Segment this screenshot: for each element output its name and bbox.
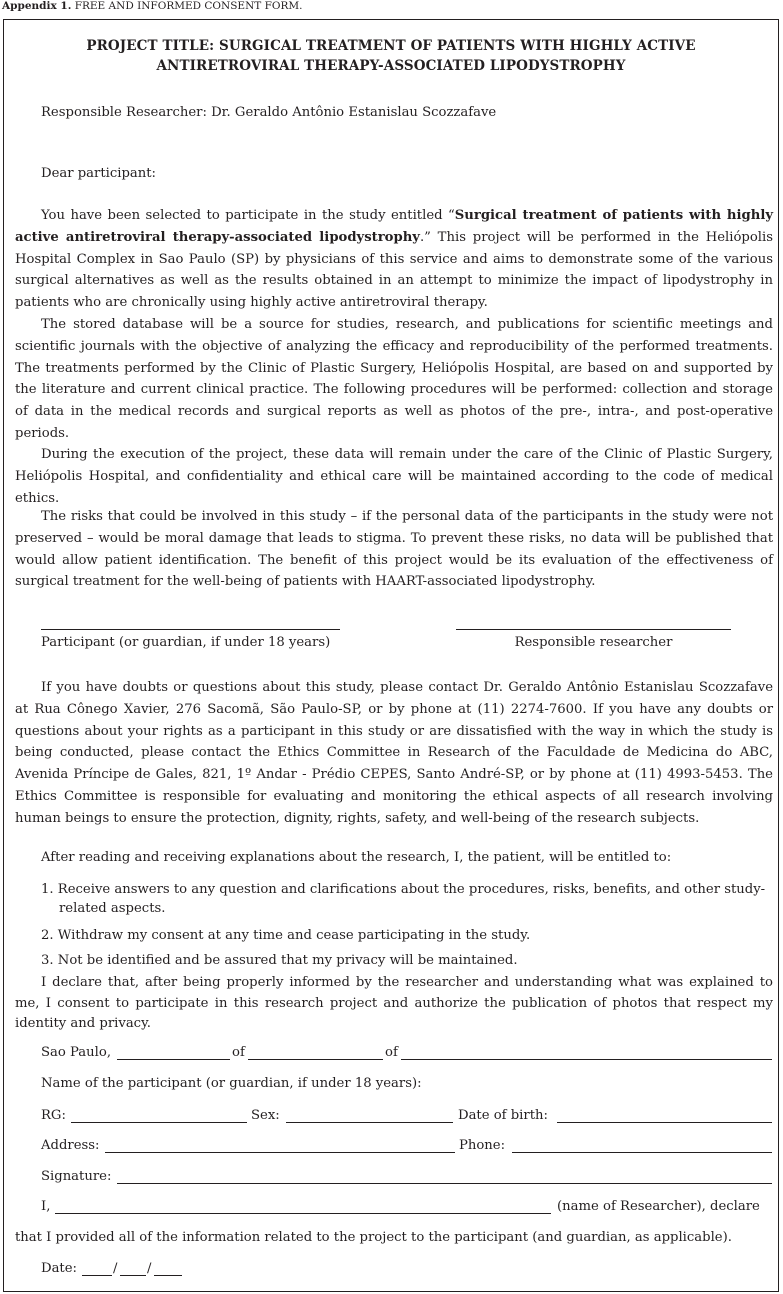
appendix-caption	[2, 0, 303, 12]
paragraph-contact: If you have doubts or questions about this study, please contact Dr. Geraldo Antônio Estanislau Scozzafave at Rua Cônego Xavier, 276 Sacomã, São Paulo-SP, or by phone at (11) 2274-7600. If you have any doubts or questions about your rights as a participant in this study or are dissatisfied with the way in which the study is being conducted, please contact the Ethics Committee in Research of the Faculdade de Medicina do ABC, Avenida Príncipe de Gales, 821, 1º Andar - Prédio CEPES, Santo André-SP, or by phone at (11) 4993-5453. The Ethics Committee is responsible for evaluating and monitoring the ethical aspects of all research involving human beings to ensure the protection, dignity, rights, safety, and well-being of the research subjects.	[15, 680, 773, 826]
project-title	[40, 36, 742, 76]
p1-post: .” This project will be performed in the Heliópolis Hospital Complex in Sao Paulo (SP) by physicians of this service and aims to demonstrate some of the various surgical alternatives as well as the results obtained in an attempt to minimize the impact of lipodystrophy in patients who are chronically using highly active antiretroviral therapy.	[15, 229, 773, 311]
of-label-1: of	[232, 1045, 245, 1060]
date-month-field[interactable]	[120, 1275, 146, 1276]
greeting: Dear participant:	[41, 166, 157, 181]
paragraph-database: The stored database will be a source for studies, research, and publications for scientific meetings and scientific journals with the objective of analyzing the efficacy and reproducibility of the performed treatments. The treatments performed by the Clinic of Plastic Surgery, Heliópolis Hospital, are based on and supported by the literature and current clinical practice. The following procedures will be performed: collection and storage of data in the medical records and surgical reports as well as photos of the pre-, intra-, and post-operative periods.	[15, 317, 773, 441]
year-field[interactable]	[401, 1059, 772, 1060]
participant-signature-label: Participant (or guardian, if under 18 years)	[41, 635, 331, 650]
i-label: I,	[41, 1199, 51, 1214]
date-year-field[interactable]	[154, 1275, 182, 1276]
city-label: Sao Paulo,	[41, 1045, 112, 1060]
researcher-declare-label: (name of Researcher), declare	[557, 1199, 760, 1214]
list-item-text: Receive answers to any question and clarifications about the procedures, risks, benefits, and other study-related aspects.	[57, 882, 766, 916]
day-field[interactable]	[117, 1059, 230, 1060]
list-item-number: 2.	[41, 928, 54, 943]
dob-field[interactable]	[557, 1122, 772, 1123]
date-day-field[interactable]	[82, 1275, 112, 1276]
month-field[interactable]	[248, 1059, 383, 1060]
researcher-name-field[interactable]	[55, 1213, 551, 1214]
phone-field[interactable]	[512, 1152, 772, 1153]
rg-field[interactable]	[71, 1122, 247, 1123]
sex-field[interactable]	[286, 1122, 453, 1123]
date-separator-1: /	[113, 1261, 118, 1276]
list-item	[41, 926, 773, 945]
p1-pre: You have been selected to participate in the study entitled “	[41, 208, 455, 223]
researcher-signature-line	[456, 629, 731, 630]
paragraph-study-intro	[15, 205, 773, 314]
researcher-signature-label: Responsible researcher	[514, 635, 673, 650]
sex-label: Sex:	[251, 1108, 280, 1123]
caption-text: FREE AND INFORMED CONSENT FORM.	[74, 0, 303, 12]
project-title-line1: PROJECT TITLE: SURGICAL TREATMENT OF PATIENTS WITH HIGHLY ACTIVE	[86, 38, 696, 54]
list-item-text: Not be identified and be assured that my privacy will be maintained.	[57, 953, 518, 968]
signature-field[interactable]	[117, 1183, 772, 1184]
project-title-line2: ANTIRETROVIRAL THERAPY-ASSOCIATED LIPODYSTROPHY	[156, 58, 626, 74]
caption-label: Appendix 1.	[2, 0, 72, 12]
date-label: Date:	[41, 1261, 77, 1276]
paragraph-confidentiality: During the execution of the project, these data will remain under the care of the Clinic of Plastic Surgery, Heliópolis Hospital, and confidentiality and ethical care will be maintained according to the code of medical ethics.	[15, 447, 773, 506]
list-item	[41, 880, 773, 918]
dob-label: Date of birth:	[458, 1108, 548, 1123]
paragraph-entitlement: After reading and receiving explanations about the research, I, the patient, will be entitled to:	[41, 850, 672, 865]
study-title-bold: Surgical treatment of patients with highly active antiretroviral therapy-associated lipodystrophy	[15, 208, 773, 245]
date-separator-2: /	[147, 1261, 152, 1276]
list-item	[41, 951, 773, 970]
participant-name-label: Name of the participant (or guardian, if under 18 years):	[41, 1076, 422, 1091]
participant-signature-line	[41, 629, 340, 630]
of-label-2: of	[385, 1045, 398, 1060]
address-field[interactable]	[105, 1152, 455, 1153]
paragraph-risks: The risks that could be involved in this study – if the personal data of the participants in the study were not preserved – would be moral damage that leads to stigma. To prevent these risks, no data will be published that would allow patient identification. The benefit of this project would be its evaluation of the effectiveness of surgical treatment for the well-being of patients with HAART-associated lipodystrophy.	[15, 509, 773, 590]
paragraph-declaration: I declare that, after being properly informed by the researcher and understanding what was explained to me, I consent to participate in this research project and authorize the publication of photos that respect my identity and privacy.	[15, 975, 773, 1031]
list-item-number: 1.	[41, 882, 54, 897]
list-item-text: Withdraw my consent at any time and cease participating in the study.	[57, 928, 531, 943]
list-item-number: 3.	[41, 953, 54, 968]
responsible-researcher: Responsible Researcher: Dr. Geraldo Antônio Estanislau Scozzafave	[41, 105, 497, 120]
address-label: Address:	[41, 1138, 100, 1153]
rg-label: RG:	[41, 1108, 66, 1123]
declaration-continuation: that I provided all of the information related to the project to the participant (and guardian, as applicable).	[15, 1230, 732, 1245]
signature-label: Signature:	[41, 1169, 112, 1184]
phone-label: Phone:	[459, 1138, 506, 1153]
